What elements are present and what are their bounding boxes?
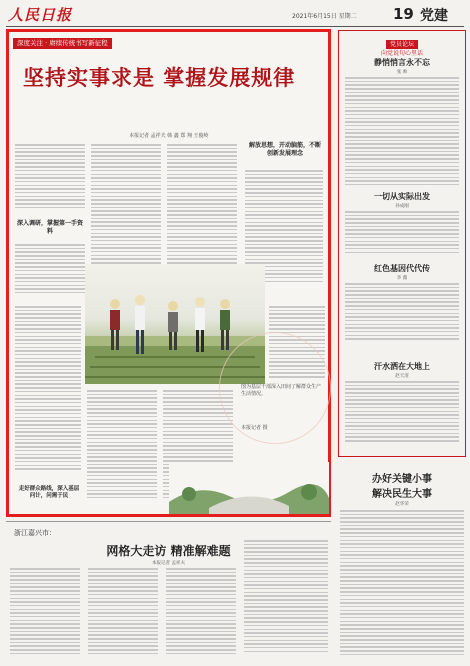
landscape-illustration: [169, 462, 329, 514]
sidebar-item-3-author: 李 薇: [396, 276, 408, 281]
text-column-7: [87, 390, 157, 510]
sidebar: [338, 30, 466, 457]
text-column-1: [15, 144, 85, 219]
sidebar-item-1-body: [345, 77, 459, 197]
sidebar-header-sub: 向党说句心里话: [380, 50, 423, 57]
subhead-1: 深入调研，掌握第一手资料: [17, 220, 84, 235]
kicker-badge: [13, 38, 112, 49]
sidebar-item-4-author: 赵天清: [395, 374, 409, 379]
sidebar-item-4-body: [345, 381, 459, 451]
photo-credit: 本报记者 摄: [241, 425, 268, 431]
issue-date: 2021年6月15日 星期二: [292, 13, 357, 20]
right-lower-title-1[interactable]: 办好关键小事: [372, 474, 432, 485]
text-column-6: [15, 306, 81, 484]
bottom-column-4: [244, 540, 328, 660]
page-number: 19: [393, 5, 414, 23]
section-name: 党建: [420, 8, 448, 24]
text-column-1b: [15, 244, 85, 300]
subhead-3: 走好群众路线，深入基层问计，问需于民: [18, 486, 80, 499]
lead-byline: 本报记者 孟祥夫 韩 鑫 郑 翔 王俊岭: [129, 133, 209, 139]
bottom-divider: [6, 521, 331, 522]
bottom-column-2: [88, 568, 158, 660]
right-lower-body: [340, 510, 464, 660]
newspaper-logo: 人民日报: [8, 6, 73, 24]
sidebar-item-4-title[interactable]: 汗水洒在大地上: [374, 361, 430, 371]
landscape-graphic: [169, 462, 329, 514]
sidebar-item-2-body: [345, 211, 459, 259]
bottom-column-1: [10, 568, 80, 660]
masthead: [0, 0, 470, 30]
sidebar-item-1-author: 张 帅: [396, 70, 408, 75]
right-lower-author: 赵华荣: [395, 502, 409, 507]
masthead-rule: [6, 26, 464, 27]
lead-article-frame[interactable]: [6, 29, 331, 517]
sidebar-item-3-body: [345, 283, 459, 349]
sidebar-item-2-title[interactable]: 一切从实际出发: [374, 191, 430, 201]
lead-title: 坚持实事求是 掌握发展规律: [23, 65, 296, 90]
photo-caption: 图为基层干部深入田间了解群众生产生活情况。: [241, 384, 322, 397]
sidebar-item-3-title[interactable]: 红色基因代代传: [374, 263, 430, 273]
bottom-kicker: 浙江嘉兴市：: [14, 529, 56, 537]
subhead-2: 解放思想，开动脑筋，不断创新发展理念: [248, 142, 321, 157]
sidebar-item-1-title[interactable]: 静悄悄言永不忘: [374, 57, 430, 67]
bottom-byline: 本报记者 孟祥夫: [152, 561, 185, 566]
sidebar-header-tag: 党员论坛: [386, 40, 418, 49]
kicker-text: 深度关注 · 赓续传统书写新征程: [17, 39, 108, 47]
sidebar-item-2-author: 孙成刚: [395, 204, 409, 209]
sidebar-header: [339, 31, 465, 57]
bottom-title[interactable]: 网格大走访 精准解难题: [106, 544, 231, 558]
bottom-column-3: [166, 568, 236, 660]
right-lower-title-2[interactable]: 解决民生大事: [372, 489, 432, 500]
